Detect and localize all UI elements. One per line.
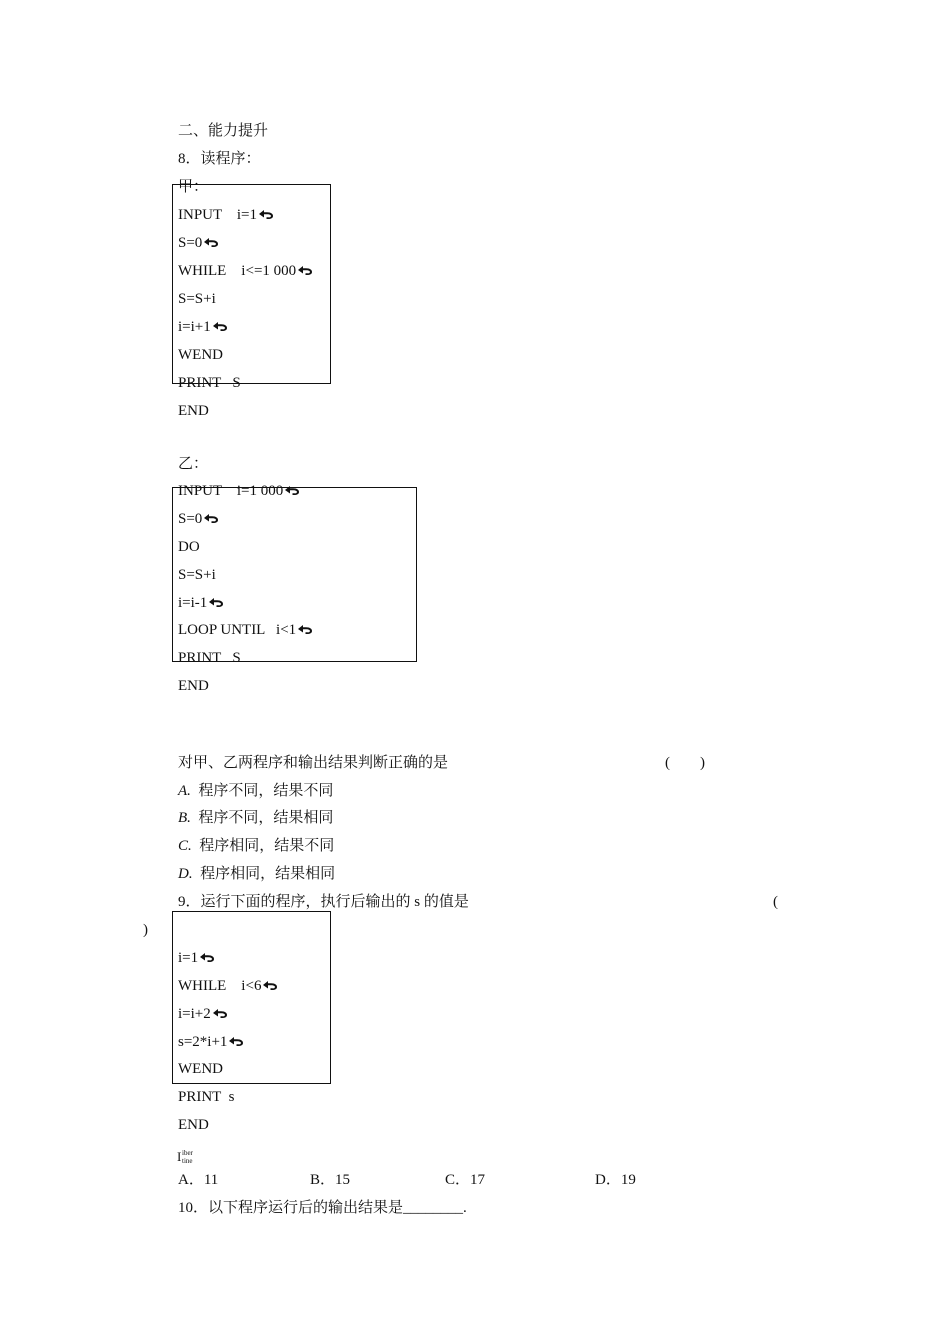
option-text: 程序不同，结果相同 xyxy=(198,810,334,826)
q8-answer-paren: ( ) xyxy=(665,755,705,771)
option-letter: A. xyxy=(178,783,191,799)
q9-paren-close: ) xyxy=(143,922,148,938)
yi-line-6 xyxy=(178,620,314,640)
enter-icon xyxy=(258,208,275,220)
code-text: S=0 xyxy=(178,235,203,251)
yi-line-3: DO xyxy=(178,539,200,555)
enter-icon xyxy=(228,1035,245,1047)
enter-icon xyxy=(297,623,314,635)
jia-line-4: S=S+i xyxy=(178,291,216,307)
code-text: i=i+1 xyxy=(178,319,211,335)
jia-line-5 xyxy=(178,317,229,337)
enter-icon xyxy=(262,979,279,991)
q9-paren-open: ( xyxy=(773,894,778,910)
q8-question: 对甲、乙两程序和输出结果判断正确的是 xyxy=(178,755,449,771)
q9-line-2 xyxy=(178,976,279,996)
yi-line-8: END xyxy=(178,678,209,694)
option-letter: D. xyxy=(178,866,193,882)
svg-text:tine: tine xyxy=(182,1157,193,1165)
jia-line-6: WEND xyxy=(178,347,223,363)
q8-option-b xyxy=(178,808,333,828)
q9-line-5: WEND xyxy=(178,1061,223,1077)
q9-line-3 xyxy=(178,1004,229,1024)
jia-line-3 xyxy=(178,261,314,281)
option-letter: C. xyxy=(178,838,192,854)
jia-label: 甲： xyxy=(178,179,209,195)
jia-line-1 xyxy=(178,205,275,225)
q9-line-7: END xyxy=(178,1117,209,1133)
yi-line-1 xyxy=(178,481,301,501)
code-text: S=0 xyxy=(178,511,203,527)
q9-option-a: A．11 xyxy=(178,1172,219,1188)
yi-line-2 xyxy=(178,509,220,529)
jia-line-7: PRINT S xyxy=(178,375,241,391)
enter-icon xyxy=(199,951,216,963)
svg-text:I: I xyxy=(177,1149,182,1164)
yi-line-7: PRINT S xyxy=(178,650,241,666)
section-title: 二、能力提升 xyxy=(178,123,269,139)
jia-line-2 xyxy=(178,233,220,253)
code-text: i=1 xyxy=(178,950,199,966)
enter-icon xyxy=(208,596,225,608)
option-letter: B. xyxy=(178,810,191,826)
code-text: i=i+2 xyxy=(178,1006,211,1022)
code-text: WHILE i<=1 000 xyxy=(178,263,297,279)
option-text: 程序相同，结果不同 xyxy=(199,838,335,854)
q10-stem: 10．以下程序运行后的输出结果是________. xyxy=(178,1200,467,1216)
code-text: s=2*i+1 xyxy=(178,1034,228,1050)
q8-option-c xyxy=(178,836,334,856)
code-text: i=i-1 xyxy=(178,595,208,611)
enter-icon xyxy=(284,484,301,496)
q9-option-d: D．19 xyxy=(595,1172,636,1188)
svg-text:iber: iber xyxy=(182,1149,193,1157)
code-text: INPUT i=1 xyxy=(178,207,258,223)
option-text: 程序相同，结果相同 xyxy=(200,866,336,882)
code-text: LOOP UNTIL i<1 xyxy=(178,622,297,638)
enter-icon xyxy=(212,320,229,332)
q9-option-b: B．15 xyxy=(310,1172,351,1188)
q9-line-1 xyxy=(178,948,216,968)
q8-option-a xyxy=(178,781,333,801)
q8-option-d xyxy=(178,864,335,884)
yi-line-4: S=S+i xyxy=(178,567,216,583)
code-text: WHILE i<6 xyxy=(178,978,262,994)
enter-icon xyxy=(297,264,314,276)
jia-line-8: END xyxy=(178,403,209,419)
libertine-logo-icon xyxy=(177,1147,203,1165)
q9-stem: 9．运行下面的程序，执行后输出的 s 的值是 xyxy=(178,894,469,910)
yi-line-5 xyxy=(178,593,225,613)
option-text: 程序不同，结果不同 xyxy=(198,783,334,799)
code-text: INPUT i=1 000 xyxy=(178,483,284,499)
yi-label: 乙： xyxy=(178,456,209,472)
q9-option-c: C．17 xyxy=(445,1172,486,1188)
q8-stem: 8．读程序： xyxy=(178,151,261,167)
q9-line-4 xyxy=(178,1032,245,1052)
q9-line-6: PRINT s xyxy=(178,1089,235,1105)
enter-icon xyxy=(203,236,220,248)
enter-icon xyxy=(203,512,220,524)
enter-icon xyxy=(212,1007,229,1019)
